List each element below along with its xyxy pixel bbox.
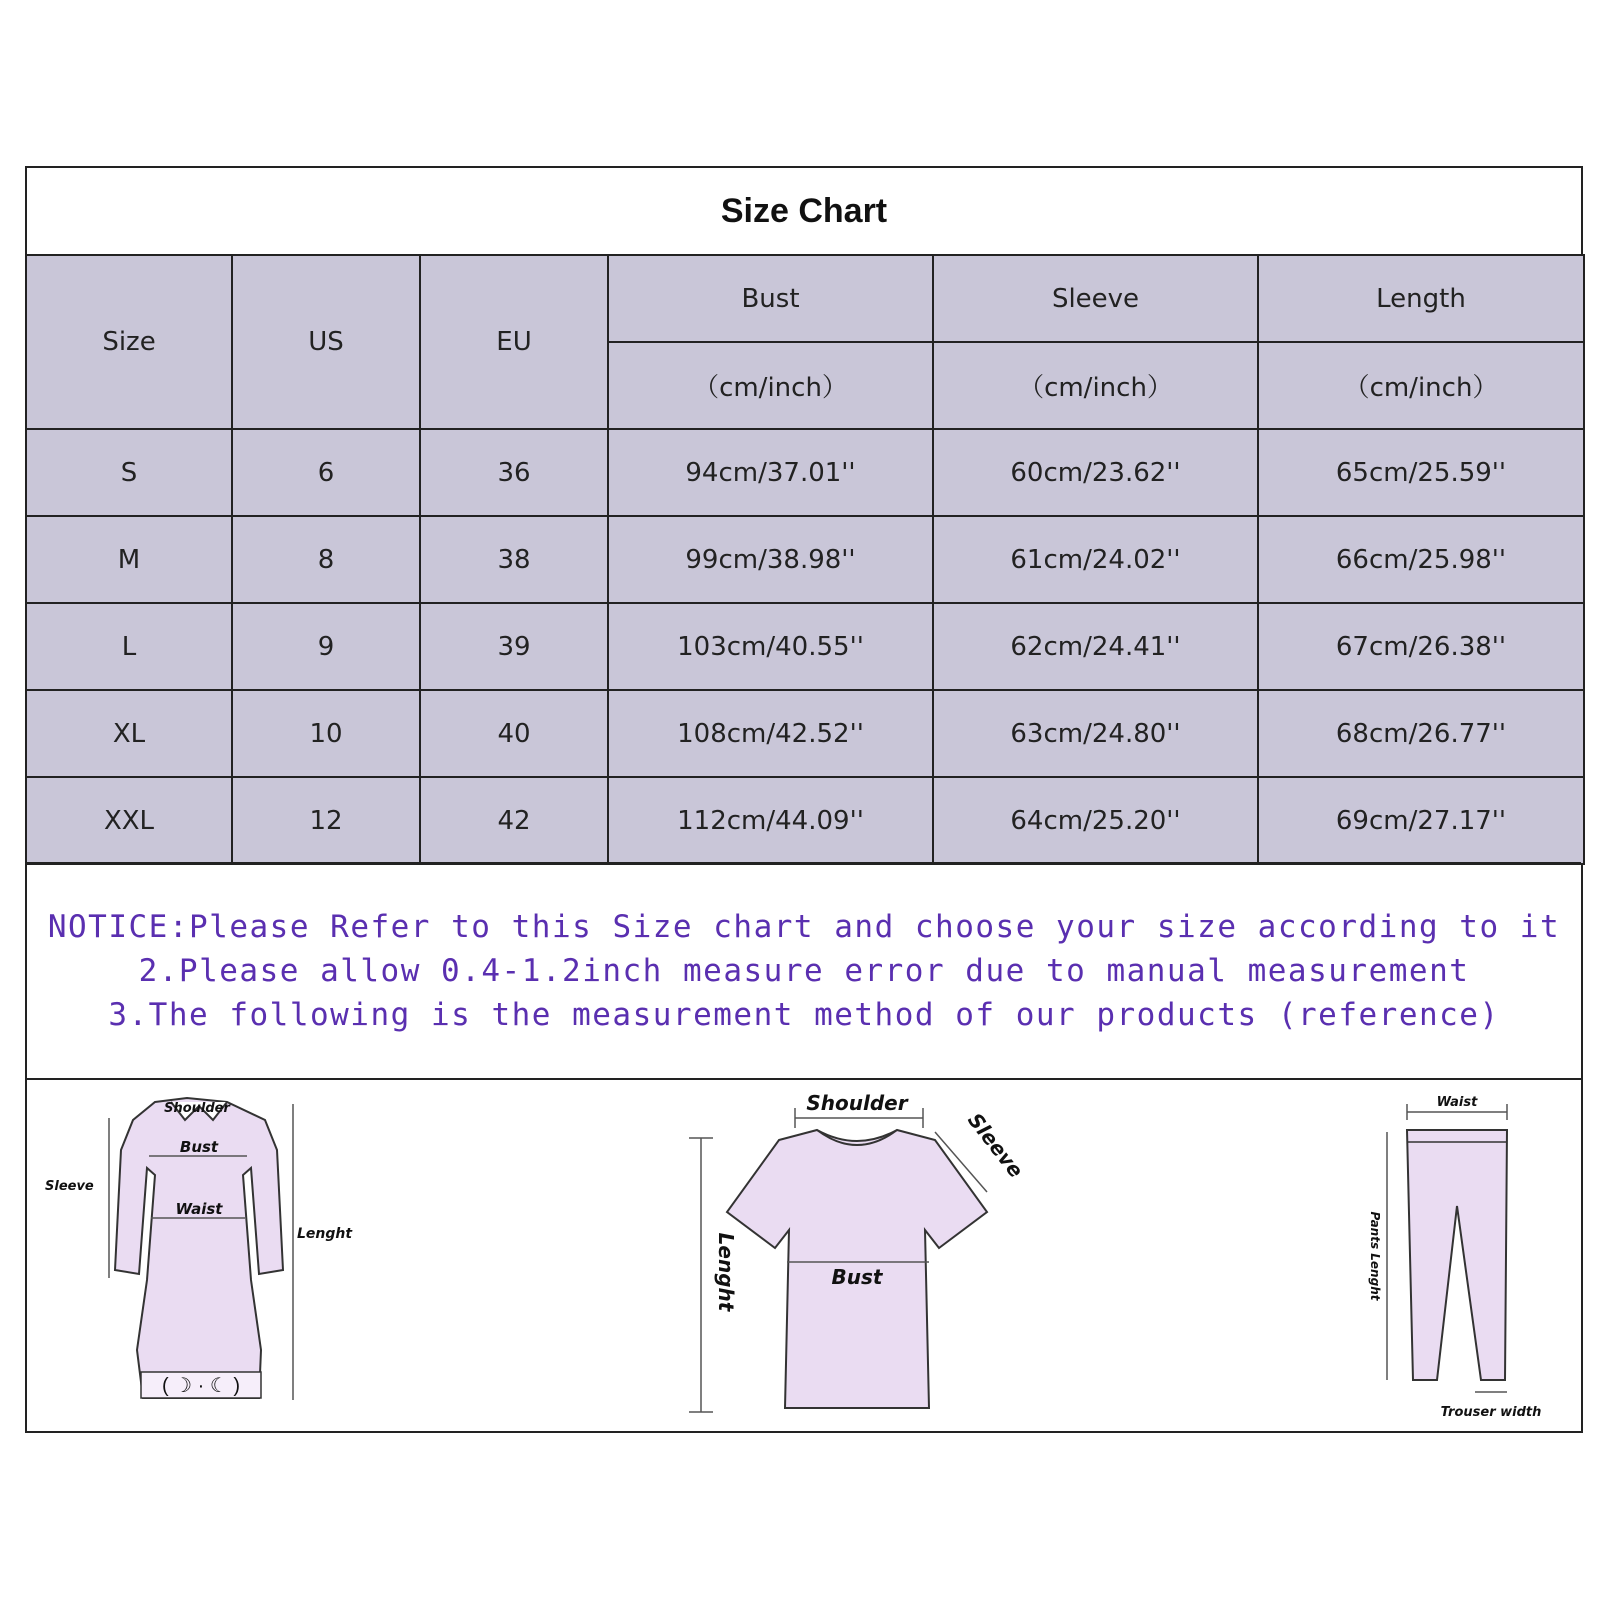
notice-line-2: 2.Please allow 0.4-1.2inch measure error due to manual measurement — [138, 953, 1470, 989]
cell-us: 10 — [232, 690, 420, 777]
cell-bust: 108cm/42.52'' — [608, 690, 933, 777]
tshirt-sleeve-label: Sleeve — [963, 1108, 1029, 1183]
cell-sleeve: 61cm/24.02'' — [933, 516, 1258, 603]
chart-title: Size Chart — [720, 191, 888, 230]
header-bust: Bust — [608, 255, 933, 342]
cell-size: XL — [26, 690, 232, 777]
notice-block — [27, 862, 1581, 1080]
cell-bust: 94cm/37.01'' — [608, 429, 933, 516]
notice-line-3: 3.The following is the measurement method of our products (reference) — [108, 997, 1500, 1033]
cell-size: XXL — [26, 777, 232, 864]
pants-trouser-width-label: Trouser width — [1440, 1405, 1542, 1420]
cell-length: 68cm/26.77'' — [1258, 690, 1584, 777]
cell-length: 66cm/25.98'' — [1258, 516, 1584, 603]
svg-text:( ☽ · ☾ ): ( ☽ · ☾ ) — [161, 1375, 241, 1397]
cell-length: 69cm/27.17'' — [1258, 777, 1584, 864]
cell-length: 65cm/25.59'' — [1258, 429, 1584, 516]
cell-eu: 39 — [420, 603, 608, 690]
table-row — [26, 603, 1584, 690]
table-row — [26, 777, 1584, 864]
pants-length-label: Pants Lenght — [1368, 1211, 1382, 1301]
cell-us: 6 — [232, 429, 420, 516]
unit-bust: （cm/inch） — [608, 342, 933, 429]
unit-sleeve: （cm/inch） — [933, 342, 1258, 429]
cell-sleeve: 64cm/25.20'' — [933, 777, 1258, 864]
dress-length-label: Lenght — [297, 1226, 353, 1242]
notice-line-1: NOTICE:Please Refer to this Size chart and choose your size according to it — [47, 909, 1561, 945]
cell-eu: 36 — [420, 429, 608, 516]
tshirt-bust-label: Bust — [831, 1265, 883, 1289]
dress-waist-label: Waist — [175, 1200, 223, 1218]
cell-sleeve: 63cm/24.80'' — [933, 690, 1258, 777]
cell-sleeve: 62cm/24.41'' — [933, 603, 1258, 690]
tshirt-length-label: Lenght — [714, 1232, 738, 1312]
dress-bust-label: Bust — [179, 1138, 219, 1156]
tshirt-illustration — [667, 1080, 1057, 1425]
dress-sleeve-label: Sleeve — [45, 1179, 94, 1194]
header-size: Size — [26, 255, 232, 429]
header-us: US — [232, 255, 420, 429]
dress-shoulder-label: Shoulder — [164, 1101, 230, 1116]
table-row — [26, 690, 1584, 777]
cell-bust: 112cm/44.09'' — [608, 777, 933, 864]
size-table — [25, 254, 1585, 865]
cell-eu: 38 — [420, 516, 608, 603]
cell-bust: 103cm/40.55'' — [608, 603, 933, 690]
size-chart-frame — [25, 166, 1583, 1433]
header-row — [26, 255, 1584, 342]
cell-length: 67cm/26.38'' — [1258, 603, 1584, 690]
unit-length: （cm/inch） — [1258, 342, 1584, 429]
cell-us: 8 — [232, 516, 420, 603]
cell-us: 9 — [232, 603, 420, 690]
cell-sleeve: 60cm/23.62'' — [933, 429, 1258, 516]
cell-bust: 99cm/38.98'' — [608, 516, 933, 603]
table-row — [26, 516, 1584, 603]
cell-size: L — [26, 603, 232, 690]
tshirt-shoulder-label: Shoulder — [806, 1091, 908, 1115]
dress-illustration — [37, 1080, 367, 1425]
cell-size: S — [26, 429, 232, 516]
pants-waist-label: Waist — [1436, 1095, 1478, 1110]
cell-size: M — [26, 516, 232, 603]
header-eu: EU — [420, 255, 608, 429]
cell-eu: 40 — [420, 690, 608, 777]
pants-illustration — [1368, 1080, 1577, 1425]
measurement-illustrations — [27, 1080, 1581, 1431]
header-length: Length — [1258, 255, 1584, 342]
cell-us: 12 — [232, 777, 420, 864]
header-sleeve: Sleeve — [933, 255, 1258, 342]
cell-eu: 42 — [420, 777, 608, 864]
table-row — [26, 429, 1584, 516]
